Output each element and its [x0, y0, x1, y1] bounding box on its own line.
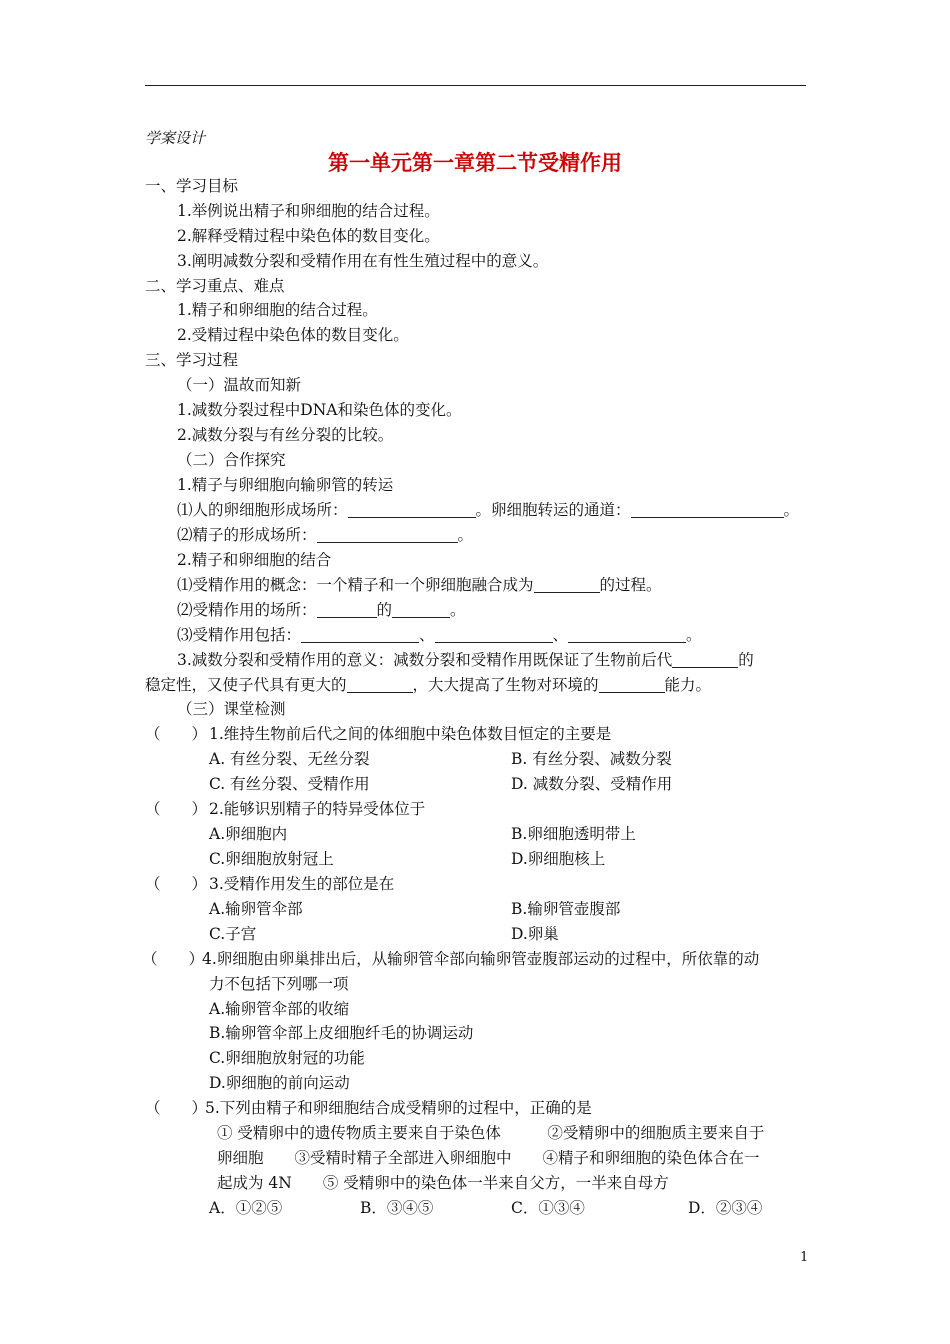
fill-blank[interactable] — [568, 626, 686, 643]
option-d: D.卵细胞核上 — [511, 850, 606, 868]
key-item: 2.受精过程中染色体的数目变化。 — [177, 326, 409, 344]
option-d: D.卵巢 — [511, 925, 559, 943]
option-b: B.输卵管壶腹部 — [511, 900, 621, 918]
fill-blank[interactable] — [317, 526, 458, 543]
explore-3-line — [177, 650, 754, 670]
goal-item: 2.解释受精过程中染色体的数目变化。 — [177, 227, 440, 245]
explore-text: ，大大提高了生物对环境的 — [412, 676, 599, 694]
page-title: 第一单元第一章第二节受精作用 — [328, 150, 622, 175]
option-c: C. 有丝分裂、受精作用 — [209, 775, 370, 793]
answer-paren[interactable]: （ ） — [145, 725, 208, 743]
option-a: A.输卵管伞部的收缩 — [209, 1000, 350, 1018]
test-heading: （三）课堂检测 — [177, 700, 286, 718]
answer-paren[interactable]: （ ） — [145, 875, 208, 893]
review-item: 1.减数分裂过程中DNA和染色体的变化。 — [177, 401, 462, 419]
fill-blank[interactable] — [348, 501, 476, 518]
goal-item: 3.阐明减数分裂和受精作用在有性生殖过程中的意义。 — [177, 252, 549, 270]
separator: 、 — [419, 626, 435, 644]
design-label: 学案设计 — [145, 129, 206, 147]
explore-1a-line — [177, 500, 799, 520]
answer-paren[interactable]: （ ） — [145, 1099, 208, 1117]
answer-paren[interactable]: （ ） — [145, 800, 208, 818]
answer-paren[interactable]: （ ） — [142, 950, 205, 968]
question-stem: 5.下列由精子和卵细胞结合成受精卵的过程中，正确的是 — [205, 1099, 592, 1117]
question-stem: 1.维持生物前后代之间的体细胞中染色体数目恒定的主要是 — [209, 725, 612, 743]
explore-2b-line — [177, 600, 466, 620]
explore-item: 1.精子与卵细胞向输卵管的转运 — [177, 476, 394, 494]
explore-text: ⑶受精作用包括： — [177, 626, 302, 644]
key-item: 1.精子和卵细胞的结合过程。 — [177, 301, 378, 319]
explore-text: 的 — [376, 601, 393, 619]
option-a: A. 有丝分裂、无丝分裂 — [209, 750, 370, 768]
fill-blank[interactable] — [631, 501, 784, 518]
explore-text: 的过程。 — [599, 576, 662, 594]
question-stem: 2.能够识别精子的特异受体位于 — [209, 800, 426, 818]
explore-text: ⑵受精作用的场所： — [177, 601, 317, 619]
statement-line: 起成为 4N ⑤ 受精卵中的染色体一半来自父方，一半来自母方 — [217, 1174, 669, 1192]
separator: 、 — [552, 626, 569, 644]
explore-text: 3.减数分裂和受精作用的意义：减数分裂和受精作用既保证了生物前后代 — [177, 651, 673, 669]
option-b: B.输卵管伞部上皮细胞纤毛的协调运动 — [209, 1024, 474, 1042]
explore-text: 的 — [738, 651, 754, 669]
fill-blank[interactable] — [534, 576, 600, 593]
explore-text: 。 — [457, 526, 474, 544]
explore-text: ⑴受精作用的概念：一个精子和一个卵细胞融合成为 — [177, 576, 534, 594]
option-c: C．①③④ — [511, 1199, 585, 1217]
review-heading: （一）温故而知新 — [177, 376, 302, 394]
process-heading: 三、学习过程 — [145, 351, 239, 369]
goals-heading: 一、学习目标 — [145, 177, 239, 195]
question-stem: 4.卵细胞由卵巢排出后，从输卵管伞部向输卵管壶腹部运动的过程中，所依靠的动 — [202, 950, 760, 968]
question-stem-cont: 力不包括下列哪一项 — [209, 975, 349, 993]
explore-item: 2.精子和卵细胞的结合 — [177, 551, 332, 569]
explore-text: ⑵精子的形成场所： — [177, 526, 317, 544]
option-c: C.卵细胞放射冠上 — [209, 850, 334, 868]
explore-text: ⑴人的卵细胞形成场所： — [177, 501, 348, 519]
option-b: B.卵细胞透明带上 — [511, 825, 636, 843]
fill-blank[interactable] — [435, 626, 553, 643]
option-a: A．①②⑤ — [209, 1199, 283, 1217]
explore-3-line2 — [145, 675, 711, 695]
page-number: 1 — [800, 1250, 809, 1265]
explore-1b-line — [177, 525, 473, 545]
fill-blank[interactable] — [672, 651, 738, 668]
explore-heading: （二）合作探究 — [177, 451, 286, 469]
explore-text: 能力。 — [664, 676, 712, 694]
option-c: C.卵细胞放射冠的功能 — [209, 1049, 365, 1067]
option-a: A.输卵管伞部 — [209, 900, 303, 918]
header-rule — [145, 85, 806, 86]
key-heading: 二、学习重点、难点 — [145, 277, 285, 295]
fill-blank[interactable] — [301, 626, 419, 643]
statement-line: 卵细胞 ③受精时精子全部进入卵细胞中 ④精子和卵细胞的染色体合在一 — [217, 1149, 760, 1167]
fill-blank[interactable] — [317, 601, 377, 618]
fill-blank[interactable] — [599, 676, 665, 693]
option-a: A.卵细胞内 — [209, 825, 288, 843]
explore-2a-line — [177, 575, 662, 595]
option-b: B. 有丝分裂、减数分裂 — [511, 750, 672, 768]
question-stem: 3.受精作用发生的部位是在 — [209, 875, 395, 893]
statement-line: ① 受精卵中的遗传物质主要来自于染色体 ②受精卵中的细胞质主要来自于 — [217, 1124, 765, 1142]
goal-item: 1.举例说出精子和卵细胞的结合过程。 — [177, 202, 440, 220]
option-b: B．③④⑤ — [360, 1199, 434, 1217]
explore-text: 。 — [450, 601, 466, 619]
fill-blank[interactable] — [347, 676, 413, 693]
option-d: D．②③④ — [688, 1199, 763, 1217]
fill-blank[interactable] — [392, 601, 450, 618]
explore-text: 。 — [686, 626, 702, 644]
explore-2c-line — [177, 625, 702, 645]
explore-text: 。卵细胞转运的通道： — [475, 501, 631, 519]
option-d: D. 减数分裂、受精作用 — [511, 775, 673, 793]
explore-text: 稳定性，又使子代具有更大的 — [145, 676, 347, 694]
option-c: C.子宫 — [209, 925, 257, 943]
review-item: 2.减数分裂与有丝分裂的比较。 — [177, 426, 394, 444]
explore-text: 。 — [783, 501, 800, 519]
option-d: D.卵细胞的前向运动 — [209, 1074, 350, 1092]
